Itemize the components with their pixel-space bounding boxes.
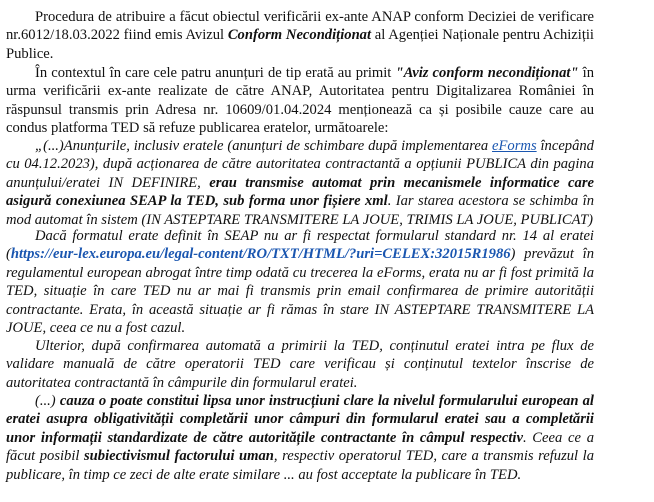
text: . Iar starea acestora se schimba în mod automat în sistem (IN ASTEPTARE TRANSMITERE LA JOUE, TRIMIS LA JOUE, PUBLICAT) [6,193,594,228]
text: ) prevăzut în regulamentul european abrogat între timp odată cu trecerea la eForms, erata nu ar fi fost primită la TED, situație în care TED nu ar mai fi transmis prin email confirmarea de primire autorității contractante. Erata, în această situație ar fi rămas în stare IN ASTEPTARE TRANSMITERE LA JOUE, ceea ce nu a fost cazul. [6,246,594,337]
text: (...) [35,393,60,409]
text: În contextul în care cele patru anunțuri de tip erată au primit [35,65,396,81]
paragraph-context [6,64,594,138]
paragraph-verification [6,8,594,63]
emphasis-text: "Aviz conform necondiționat" [395,65,579,81]
paragraph-quote-cause [6,392,594,484]
paragraph-quote-format [6,227,594,337]
text: Ulterior, după confirmarea automată a primirii la TED, conținutul eratei intra pe flux de validare manuală de către operatorii TED care verificau și conținutul textelor înscrise de autoritatea contractantă în câmpurile din formularul eratei. [6,338,594,391]
paragraph-quote-announcements [6,137,594,229]
text: , respectiv operatorul TED, care a transmis refuzul la publicare, în timp ce zeci de alte erate similare ... au fost acceptate la publicare în TED. [6,448,594,483]
text: Dacă formatul erate definit în SEAP nu ar fi respectat formularul standard nr. 14 al eratei ( [6,228,594,263]
text: „(...)Anunțurile, inclusiv eratele (anunțuri de schimbare după implementarea [35,138,493,154]
eforms-link[interactable]: eForms [492,138,537,154]
bold-text: cauza o poate constitui lipsa unor instrucțiuni clare la nivelul formularului european al eratei asupra obligativității completării unor câmpuri din formularul eratei sau a completării unor informații standardizate de către autoritățile contractante în câmpul respectiv [6,393,594,446]
text: Procedura de atribuire a făcut obiectul verificării ex-ante ANAP conform Deciziei de verificare nr.6012/18.03.2022 fiind emis Avizul [6,9,594,44]
bold-text: subiectivismul factorului uman [84,448,274,465]
eur-lex-link[interactable]: https://eur-lex.europa.eu/legal-content/RO/TXT/HTML/?uri=CELEX:32015R1986 [10,246,511,263]
text: începând cu 04.12.2023), după acționarea de către autoritatea contractantă a opțiunii PUBLICA din pagina anunțului/eratei IN DEFINIRE, [6,138,594,191]
text: al Agenției Naționale pentru Achiziții Publice. [6,27,594,62]
bold-text: erau transmise automat prin mecanismele informatice care asigură conexiunea SEAP la TED, sub forma unor fișiere xml [6,174,594,210]
text: . Ceea ce a făcut posibil [6,429,594,465]
text: în urma verificării ex-ante realizate de către ANAP, Autoritatea pentru Digitalizarea României în răspunsul transmis prin Adresa nr. 10609/01.04.2024 menționează ca și posibile cauze care au condus platforma TED să refuze publicarea eratelor, următoarele: [6,65,595,137]
paragraph-quote-validation [6,337,594,392]
emphasis-text: Conform Necondiționat [227,27,372,44]
